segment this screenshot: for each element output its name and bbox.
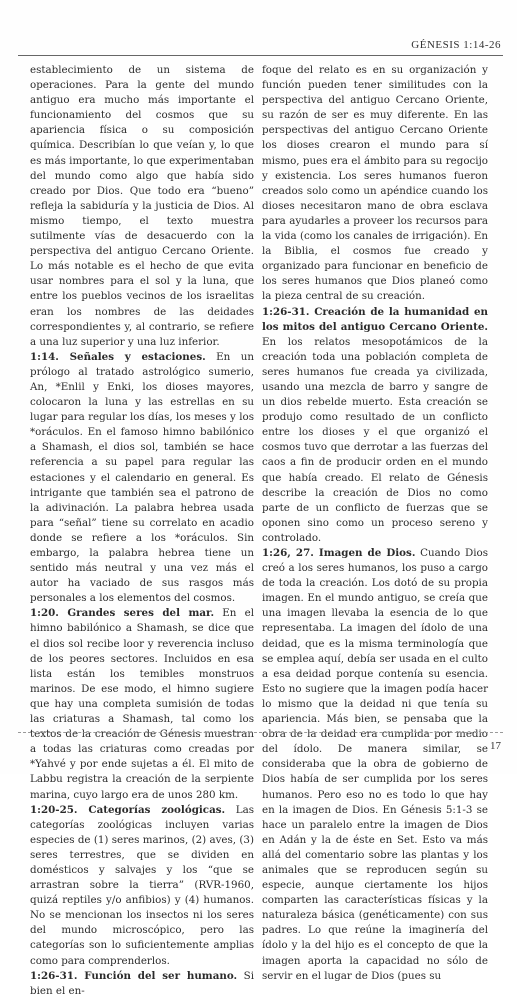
left-column <box>30 63 254 999</box>
entry-heading: 1:26-31. Función del ser humano. <box>30 969 238 982</box>
entry-text: Cuando Dios creó a los seres humanos, los puso a cargo de toda la creación. Los dotó de su propia imagen. En el mundo antiguo, se creía que una imagen llevaba la esencia de lo que representaba. La imagen del ídolo de una deidad, que es la misma terminología que se emplea aquí, debía ser usada en el culto a esa deidad porque contenía su esencia. Esto no sugiere que la imagen podía hacer lo mismo que la deidad ni que tenía su apariencia. Más bien, se pensaba que la obra de la deidad era cumplida por medio del ídolo. De manera similar, se consideraba que la obra de gobierno de Dios había de ser cumplida por los seres humanos. Pero eso no es todo lo que hay en la imagen de Dios. En Génesis 5:1-3 se hace un paralelo entre la imagen de Dios en Adán y la de éste en Set. Esto va más allá del comentario sobre las plantas y los animales que se reproducen según su especie, aunque ciertamente los hijos comparten las características físicas y la naturaleza básica (genéticamente) con sus padres. Lo que reúne la imaginería del ídolo y la del hijo es el concepto de que la imagen aporta la capacidad no sólo de servir en el lugar de Dios (pues su <box>262 547 488 982</box>
entry-heading: 1:20. Grandes seres del mar. <box>30 607 215 620</box>
entry-signs-seasons <box>30 350 254 607</box>
entry-text: En los relatos mesopotámicos de la creación toda una población completa de seres humanos fue creada ya civilizada, usando una mezcla de barro y sangre de un dios rebelde muerto. Esta creación se produjo como resultado de un conflicto entre los dioses y el que organizó el cosmos tuvo que derrotar a las fuerzas del caos a fin de producir orden en el mundo que había creado. El relato de Génesis describe la creación de Dios no como parte de un conflicto de fuerzas que se oponen sino como un proceso sereno y controlado. <box>262 335 488 544</box>
entry-human-function <box>30 969 254 999</box>
entry-heading: 1:26-31. Creación de la humanidad en los mitos del antiguo Cercano Oriente. <box>262 305 488 333</box>
running-head: GÉNESIS 1:14-26 <box>411 39 501 51</box>
entry-text: Las categorías zoológicas incluyen varias especies de (1) seres marinos, (2) aves, (3) seres terrestres, que se dividen en domésticos y salvajes y los “que se arrastran sobre la tierra” (RVR-1960, quizá reptiles y/o anfibios) y (4) humanos. No se mencionan los insectos ni los seres del mundo microscópico, pero las categorías son lo suficientemente amplias como para comprenderlos. <box>30 803 254 967</box>
footer-rule <box>18 732 503 733</box>
entry-text: En un prólogo al tratado astrológico sumerio, An, *Enlil y Enki, los dioses mayores, colocaron la luna y las estrellas en su lugar para regular los días, los meses y los *oráculos. En el famoso himno babilónico a Shamash, el dios sol, también se hace referencia a su papel para regular las estaciones y el calendario en general. Es intrigante que también sea el patrono de la adivinación. La palabra hebrea usada para “señal” tiene su correlato en acadio donde se refiere a los *oráculos. Sin embargo, la palabra hebrea tiene un sentido más neutral y una vez más el autor ha vaciado de sus rasgos más personales a los elementos del cosmos. <box>30 350 254 605</box>
entry-heading: 1:14. Señales y estaciones. <box>30 350 206 363</box>
entry-great-sea-creatures <box>30 606 254 802</box>
entry-zoological-categories <box>30 803 254 969</box>
paragraph-continuation: establecimiento de un sistema de operaciones. Para la gente del mundo antiguo era mucho más importante el funcionamiento del cosmos que su apariencia física o su composición química. Describían lo que veían y, lo que es más importante, lo que experimentaban del mundo como algo que había sido creado por Dios. Que todo era “bueno” refleja la sabiduría y la justicia de Dios. Al mismo tiempo, el texto muestra sutilmente vías de desacuerdo con la perspectiva del antiguo Cercano Oriente. Lo más notable es el hecho de que evita usar nombres para el sol y la luna, que entre los pueblos vecinos de los israelitas eran los nombres de las deidades correspondientes y, al contrario, se refiere a una luz superior y una luz inferior. <box>30 64 254 348</box>
entry-image-of-god <box>262 546 488 984</box>
page-number: 17 <box>490 740 501 752</box>
right-column <box>262 63 488 984</box>
entry-heading: 1:20-25. Categorías zoológicas. <box>30 803 226 816</box>
header-rule <box>18 55 503 56</box>
entry-heading: 1:26, 27. Imagen de Dios. <box>262 547 416 559</box>
entry-text: Si bien el en- <box>30 969 254 997</box>
entry-creation-humanity-myths <box>262 305 488 547</box>
paragraph-continuation: foque del relato es en su organización y función pueden tener similitudes con la perspectiva del antiguo Cercano Oriente, su razón de ser es muy diferente. En las perspectivas del antiguo Cercano Oriente los dioses crearon el mundo para sí mismo, pues era el ámbito para su regocijo y existencia. Los seres humanos fueron creados solo como un apéndice cuando los dioses necesitaron mano de obra esclava para ayudarles a proveer los recursos para la vida (como los canales de irrigación). En la Biblia, el cosmos fue creado y organizado para funcionar en beneficio de los seres humanos que Dios planeó como la pieza central de su creación. <box>262 64 488 303</box>
entry-text: En el himno babilónico a Shamash, se dice que el dios sol recibe loor y reverencia incluso de los peores sectores. Incluidos en esa lista están los temibles monstruos marinos. De ese modo, el himno sugiere que hay una completa sumisión de todas las criaturas a Shamash, tal como los textos de la creación de Génesis muestran a todas las criaturas como creadas por *Yahvé y por ende sujetas a él. El mito de Labbu registra la creación de la serpiente marina, cuyo largo era de unos 280 km. <box>30 607 254 801</box>
